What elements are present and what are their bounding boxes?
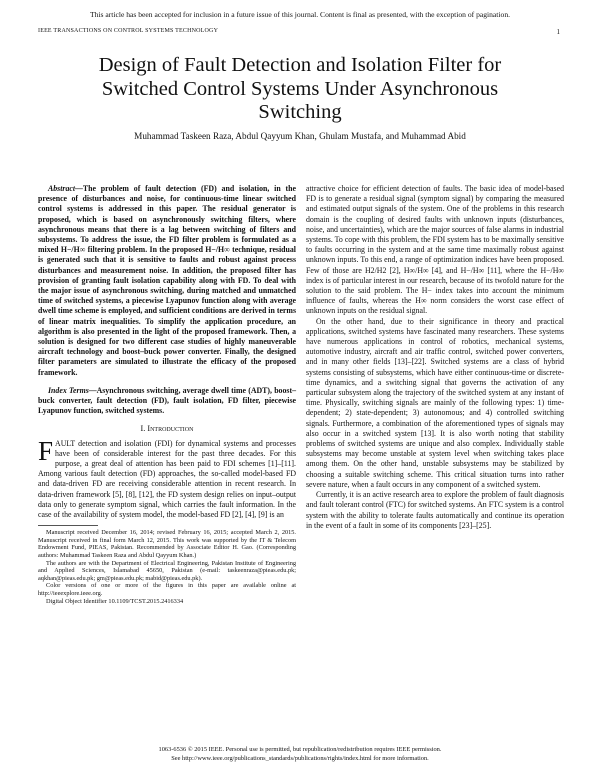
abstract-label: Abstract — [48, 184, 76, 193]
index-terms-text: —Asynchronous switching, average dwell time (ADT), boost–buck converter, fault detection (FD), fault isolation, FD filter, piecewise Lyapunov function, switched systems. — [38, 385, 296, 416]
abstract-text: —The problem of fault detection (FD) and isolation, in the presence of disturbances and noise, for continuous-time linear switched control systems is addressed in this paper. The residual generator is proposed, which is based on asynchronously switching filters, where asynchronous means that there is a lag between switching of filters and subsystems. To address the issue, the FD filter problem is formulated as a mixed H−/H∞ filtering problem. In the proposed H−/H∞ technique, residual is generated such that it is sensitive to faults and robust against process disturbances and measurement noise. In addition, the proposed filter has provision of granting fault isolation capability along with FD. To deal with the major issue of asynchronous switching, during matched and unmatched time of switched systems, a piecewise Lyapunov function along with average dwell time scheme is employed, and sufficient conditions are derived in terms of linear matrix inequalities. To simplify the application procedure, an algorithm is also presented in the light of the proposed framework. Then, a solution is designed for two different case studies of highly maneuverable aircraft technology and boost–buck power converter. Finally, the designed filter parameters are simulated to illustrate the efficacy of the proposed framework. — [38, 184, 296, 377]
intro-paragraph — [38, 435, 296, 521]
body-paragraph-2: On the other hand, due to their significance in theory and practical applications, switched systems have fascinated many researchers. These systems have numerous applications in control of robotics, mechanical systems, automotive industry, aircraft and air traffic control, switched power converters, and in many other fields [13]–[22]. Switched systems are a class of hybrid systems consisting of subsystems, which have either continuous-time or discrete-time dynamics, and a switching signal that governs the activation of any particular subsystem along the trajectory of the switched system at any instant of time. Physically, switching signals are mainly of the following types: 1) time-dependent; 2) state-dependent; 3) autonomous; and 4) controlled switching signals. Furthermore, a combination of the aforementioned types of signals may also occur in a switched system [13]. It is also worth noting that stability problems of switched systems are unique and also complex. Individually stable subsystems may become unstable at system level when switching takes place among them. On the other hand, unstable subsystems may be stabilized by choosing a suitable switching scheme. This critical situation turns into rather severe nature, when a fault occurs in any component of a switched system. — [306, 316, 564, 489]
running-head: IEEE TRANSACTIONS ON CONTROL SYSTEMS TECHNOLOGY — [38, 28, 219, 34]
acceptance-banner: This article has been accepted for inclusion in a future issue of this journal. Content is final as presented, with the exception of pagination. — [89, 10, 511, 19]
footnote-rule — [38, 525, 98, 526]
copyright-line-1: 1063-6536 © 2015 IEEE. Personal use is permitted, but republication/redistribution requires IEEE permission. — [158, 746, 442, 753]
footnote-color: Color versions of one or more of the figures in this paper are available online at http://ieeexplore.ieee.org. — [38, 582, 296, 598]
footnote-doi: Digital Object Identifier 10.1109/TCST.2015.2416334 — [46, 597, 184, 605]
copyright-notice — [0, 746, 600, 763]
author-list: Muhammad Taskeen Raza, Abdul Qayyum Khan, Ghulam Mustafa, and Muhammad Abid — [134, 131, 466, 141]
index-terms-label: Index Terms — [48, 385, 89, 395]
right-column — [306, 184, 564, 531]
drop-cap: F — [38, 435, 54, 466]
left-column — [38, 184, 296, 605]
paper-title: Design of Fault Detection and Isolation Filter for Switched Control Systems Under Asynchronous Switching — [98, 54, 502, 123]
page-number: 1 — [556, 28, 560, 36]
footnote-manuscript: Manuscript received December 16, 2014; revised February 16, 2015; accepted March 2, 2015. Manuscript received in final form March 12, 2015. This work was supported by the IT & Telecom Endowment Fund, PIEAS, Pakistan. Recommended by Associate Editor H. Gao. (Corresponding authors: Muhammad Taskeen Raza and Abdul Qayyum Khan.) — [38, 529, 296, 560]
intro-text: AULT detection and isolation (FDI) for dynamical systems and processes have been of considerable interest for the past three decades. For this purpose, a great deal of attention has been paid to FDI schemes [1]–[11]. Among various fault detection (FD) approaches, the so-called model-based FD and data-driven FD are receiving considerable attention in recent research. In data-driven framework [5], [8], [12], the FD system design relies on input–output data only to generate symptom signal, which carries the fault information. In the case of the availability of system model, the model-based FD [2], [4], [9] is an — [38, 438, 296, 520]
body-paragraph-3: Currently, it is an active research area to explore the problem of fault diagnosis and fault tolerant control (FTC) for switched systems. An FTC system is a control system with the ability to tolerate faults automatically and continue its operation in the event of a fault in some of its components [23]–[25]. — [306, 490, 564, 530]
copyright-line-2: See http://www.ieee.org/publications_standards/publications/rights/index.html for more information. — [171, 754, 429, 762]
body-paragraph-1: attractive choice for efficient detection of faults. The basic idea of model-based FD is to generate a residual signal (symptom signal) by comparing the measured and estimated output signals of the system. One of the problems in this research domain is the coupling of desired faults with unknown inputs (disturbances, noise, and uncertainties), which are the major sources of false alarms in industrial systems. To cope with this problem, the FDI system has to be maximally sensitive to faults occurring in the system and at the same time maximally robust against unknown inputs. To this end, a range of optimization indices have been proposed. Few of those are H2/H2 [2], H∞/H∞ [4], and H−/H∞ [11], where the H−/H∞ index is of particular interest in our research, because of its twofold nature for the solution to the said problem. The H− index takes into account the minimum influence of faults, whereas the H∞ norm considers the worst case effect of unknown inputs on the residual signal. — [306, 184, 564, 316]
index-terms — [38, 386, 296, 417]
abstract — [38, 184, 296, 378]
footnote-affiliation: The authors are with the Department of Electrical Engineering, Pakistan Institute of Engineering and Applied Sciences, Islamabad 45650, Pakistan (e-mail: taskeenraza@pieas.edu.pk; aqkhan@pieas.edu.pk; gm@pieas.edu.pk; mabid@pieas.edu.pk). — [38, 559, 296, 582]
section-heading-introduction: I. Introduction — [140, 424, 194, 434]
